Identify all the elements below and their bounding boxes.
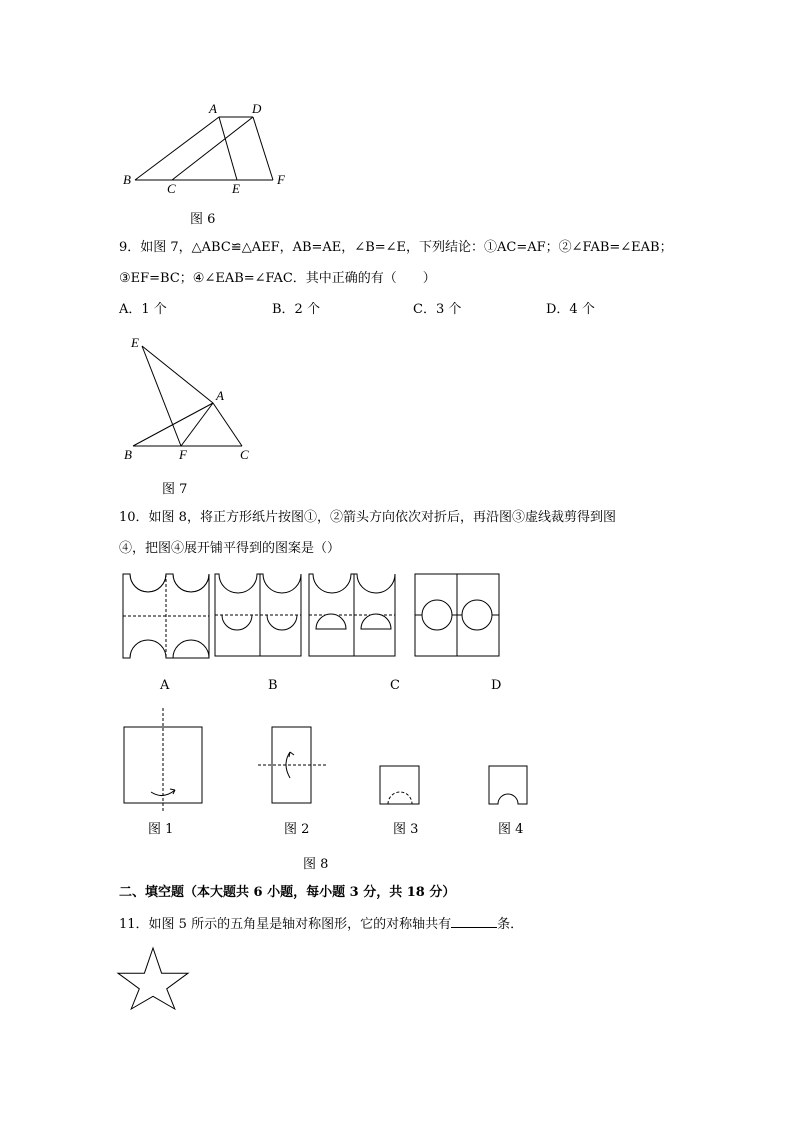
q9-option-d: D．4 个 <box>546 302 595 317</box>
fig8-step2 <box>258 727 327 803</box>
q9-line2: ③EF=BC；④∠EAB=∠FAC．其中正确的有（ ） <box>119 271 436 286</box>
q10-line1: 10．如图 8，将正方形纸片按图①，②箭头方向依次对折后，再沿图③虚线裁剪得到图 <box>119 510 616 525</box>
q9-line1: 9．如图 7，△ABC≌△AEF，AB=AE，∠B=∠E，下列结论：①AC=AF；②∠FAB=∠EAB； <box>119 240 673 255</box>
fig8-step4-caption: 图 4 <box>498 822 524 837</box>
choice-a-figure <box>123 574 209 658</box>
q10-line2: ④，把图④展开铺平得到的图案是（） <box>119 541 341 556</box>
fig6-label-e: E <box>232 181 240 193</box>
fig8-step1-caption: 图 1 <box>148 822 174 837</box>
q11-answer-blank[interactable] <box>451 915 497 928</box>
choice-d-label: D <box>491 678 502 693</box>
fig7-label-f: F <box>179 447 187 462</box>
choice-d-figure <box>415 574 499 656</box>
q10-choices-figures <box>118 570 508 662</box>
fig6-label-c: C <box>167 181 176 193</box>
q11-line <box>119 915 523 934</box>
figure-7 <box>115 333 265 463</box>
fig7-label-e: E <box>131 335 139 350</box>
q9-option-b: B．2 个 <box>272 302 320 317</box>
fig7-label-c: C <box>240 447 249 462</box>
choice-c-figure <box>309 574 395 656</box>
q9-option-c: C．3 个 <box>413 302 462 317</box>
choice-b-label: B <box>268 678 278 693</box>
fig6-label-f: F <box>277 172 285 187</box>
fig7-caption: 图 7 <box>162 482 188 497</box>
fig6-label-a: A <box>209 101 217 116</box>
fig8-step3 <box>380 766 419 804</box>
fig7-label-a: A <box>216 388 224 403</box>
figure-8 <box>118 708 538 812</box>
fig6-label-d: D <box>252 101 262 116</box>
choice-c-label: C <box>390 678 400 693</box>
choice-b-figure <box>215 574 301 656</box>
q11-text-before: 11．如图 5 所示的五角星是轴对称图形，它的对称轴共有 <box>119 917 452 932</box>
section-2-heading: 二、填空题（本大题共 6 小题，每小题 3 分，共 18 分） <box>119 885 456 900</box>
fig8-step4 <box>489 766 527 804</box>
fig8-step1 <box>124 708 202 812</box>
fig8-step3-caption: 图 3 <box>393 822 419 837</box>
figure-6 <box>115 98 305 193</box>
fig6-label-b: B <box>123 172 131 187</box>
fig7-label-b: B <box>124 447 132 462</box>
fig8-step2-caption: 图 2 <box>284 822 310 837</box>
star-figure <box>116 945 190 1013</box>
q9-option-a: A．1 个 <box>119 302 167 317</box>
fig6-caption: 图 6 <box>190 212 216 227</box>
fig8-caption: 图 8 <box>303 857 329 872</box>
q11-text-after: 条． <box>497 917 524 932</box>
choice-a-label: A <box>160 678 170 693</box>
